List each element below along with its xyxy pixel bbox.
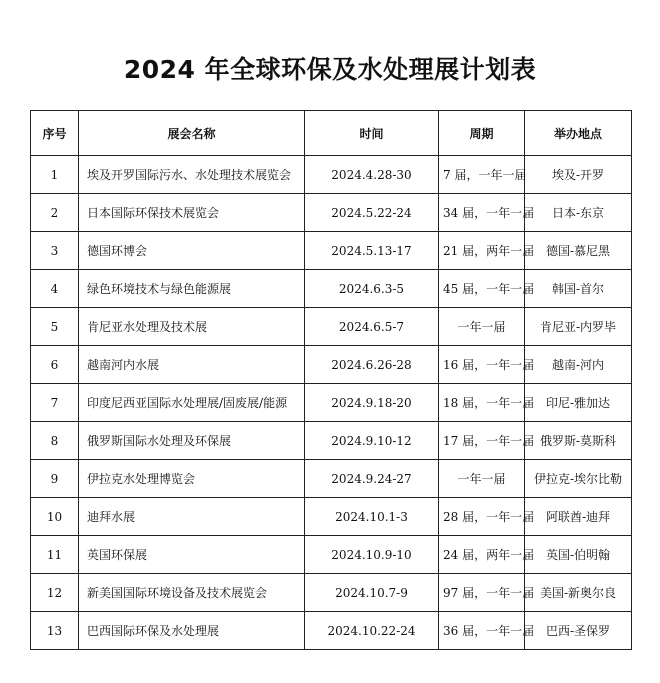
cell-time: 2024.6.3-5	[305, 270, 439, 308]
cell-period: 36 届，一年一届	[439, 612, 525, 650]
cell-period: 24 届，两年一届	[439, 536, 525, 574]
table-row	[31, 308, 632, 346]
cell-name: 肯尼亚水处理及技术展	[79, 308, 305, 346]
cell-time: 2024.9.24-27	[305, 460, 439, 498]
cell-place: 阿联酋-迪拜	[525, 498, 632, 536]
cell-name: 埃及开罗国际污水、水处理技术展览会	[79, 156, 305, 194]
cell-name: 迪拜水展	[79, 498, 305, 536]
table-row	[31, 536, 632, 574]
table-row	[31, 156, 632, 194]
cell-place: 日本-东京	[525, 194, 632, 232]
table-row	[31, 346, 632, 384]
cell-no: 5	[31, 308, 79, 346]
cell-time: 2024.6.26-28	[305, 346, 439, 384]
cell-place: 越南-河内	[525, 346, 632, 384]
cell-time: 2024.9.10-12	[305, 422, 439, 460]
cell-no: 4	[31, 270, 79, 308]
cell-time: 2024.10.1-3	[305, 498, 439, 536]
column-header-place: 举办地点	[525, 111, 632, 156]
cell-time: 2024.10.7-9	[305, 574, 439, 612]
cell-place: 英国-伯明翰	[525, 536, 632, 574]
table-row	[31, 384, 632, 422]
cell-place: 美国-新奥尔良	[525, 574, 632, 612]
column-header-time: 时间	[305, 111, 439, 156]
cell-no: 9	[31, 460, 79, 498]
cell-place: 俄罗斯-莫斯科	[525, 422, 632, 460]
cell-period: 16 届，一年一届	[439, 346, 525, 384]
cell-no: 2	[31, 194, 79, 232]
cell-period: 28 届，一年一届	[439, 498, 525, 536]
cell-no: 13	[31, 612, 79, 650]
table-row	[31, 194, 632, 232]
cell-no: 3	[31, 232, 79, 270]
cell-period: 18 届，一年一届	[439, 384, 525, 422]
cell-name: 新美国国际环境设备及技术展览会	[79, 574, 305, 612]
table-row	[31, 422, 632, 460]
cell-place: 韩国-首尔	[525, 270, 632, 308]
cell-time: 2024.10.9-10	[305, 536, 439, 574]
cell-period: 21 届，两年一届	[439, 232, 525, 270]
cell-time: 2024.9.18-20	[305, 384, 439, 422]
cell-period: 45 届，一年一届	[439, 270, 525, 308]
column-header-name: 展会名称	[79, 111, 305, 156]
cell-time: 2024.4.28-30	[305, 156, 439, 194]
cell-name: 德国环博会	[79, 232, 305, 270]
cell-period: 一年一届	[439, 460, 525, 498]
cell-name: 巴西国际环保及水处理展	[79, 612, 305, 650]
table-row	[31, 498, 632, 536]
table-row	[31, 270, 632, 308]
cell-time: 2024.10.22-24	[305, 612, 439, 650]
table-header-row	[31, 111, 632, 156]
cell-no: 1	[31, 156, 79, 194]
cell-name: 绿色环境技术与绿色能源展	[79, 270, 305, 308]
cell-period: 17 届，一年一届	[439, 422, 525, 460]
page-title: 2024 年全球环保及水处理展计划表	[123, 55, 537, 84]
cell-no: 12	[31, 574, 79, 612]
cell-name: 越南河内水展	[79, 346, 305, 384]
cell-place: 伊拉克-埃尔比勒	[525, 460, 632, 498]
cell-period: 一年一届	[439, 308, 525, 346]
cell-no: 6	[31, 346, 79, 384]
cell-place: 肯尼亚-内罗毕	[525, 308, 632, 346]
cell-name: 英国环保展	[79, 536, 305, 574]
table-row	[31, 612, 632, 650]
cell-no: 8	[31, 422, 79, 460]
exhibition-schedule-table	[30, 110, 632, 650]
table-row	[31, 232, 632, 270]
table-row	[31, 460, 632, 498]
cell-no: 11	[31, 536, 79, 574]
cell-no: 10	[31, 498, 79, 536]
cell-place: 巴西-圣保罗	[525, 612, 632, 650]
cell-place: 印尼-雅加达	[525, 384, 632, 422]
cell-name: 俄罗斯国际水处理及环保展	[79, 422, 305, 460]
cell-time: 2024.5.22-24	[305, 194, 439, 232]
column-header-period: 周期	[439, 111, 525, 156]
cell-place: 德国-慕尼黑	[525, 232, 632, 270]
column-header-no: 序号	[31, 111, 79, 156]
cell-name: 印度尼西亚国际水处理展/固废展/能源	[79, 384, 305, 422]
cell-time: 2024.5.13-17	[305, 232, 439, 270]
table-row	[31, 574, 632, 612]
cell-place: 埃及-开罗	[525, 156, 632, 194]
cell-period: 34 届，一年一届	[439, 194, 525, 232]
cell-period: 97 届，一年一届	[439, 574, 525, 612]
cell-period: 7 届，一年一届	[439, 156, 525, 194]
cell-name: 日本国际环保技术展览会	[79, 194, 305, 232]
cell-no: 7	[31, 384, 79, 422]
cell-time: 2024.6.5-7	[305, 308, 439, 346]
cell-name: 伊拉克水处理博览会	[79, 460, 305, 498]
